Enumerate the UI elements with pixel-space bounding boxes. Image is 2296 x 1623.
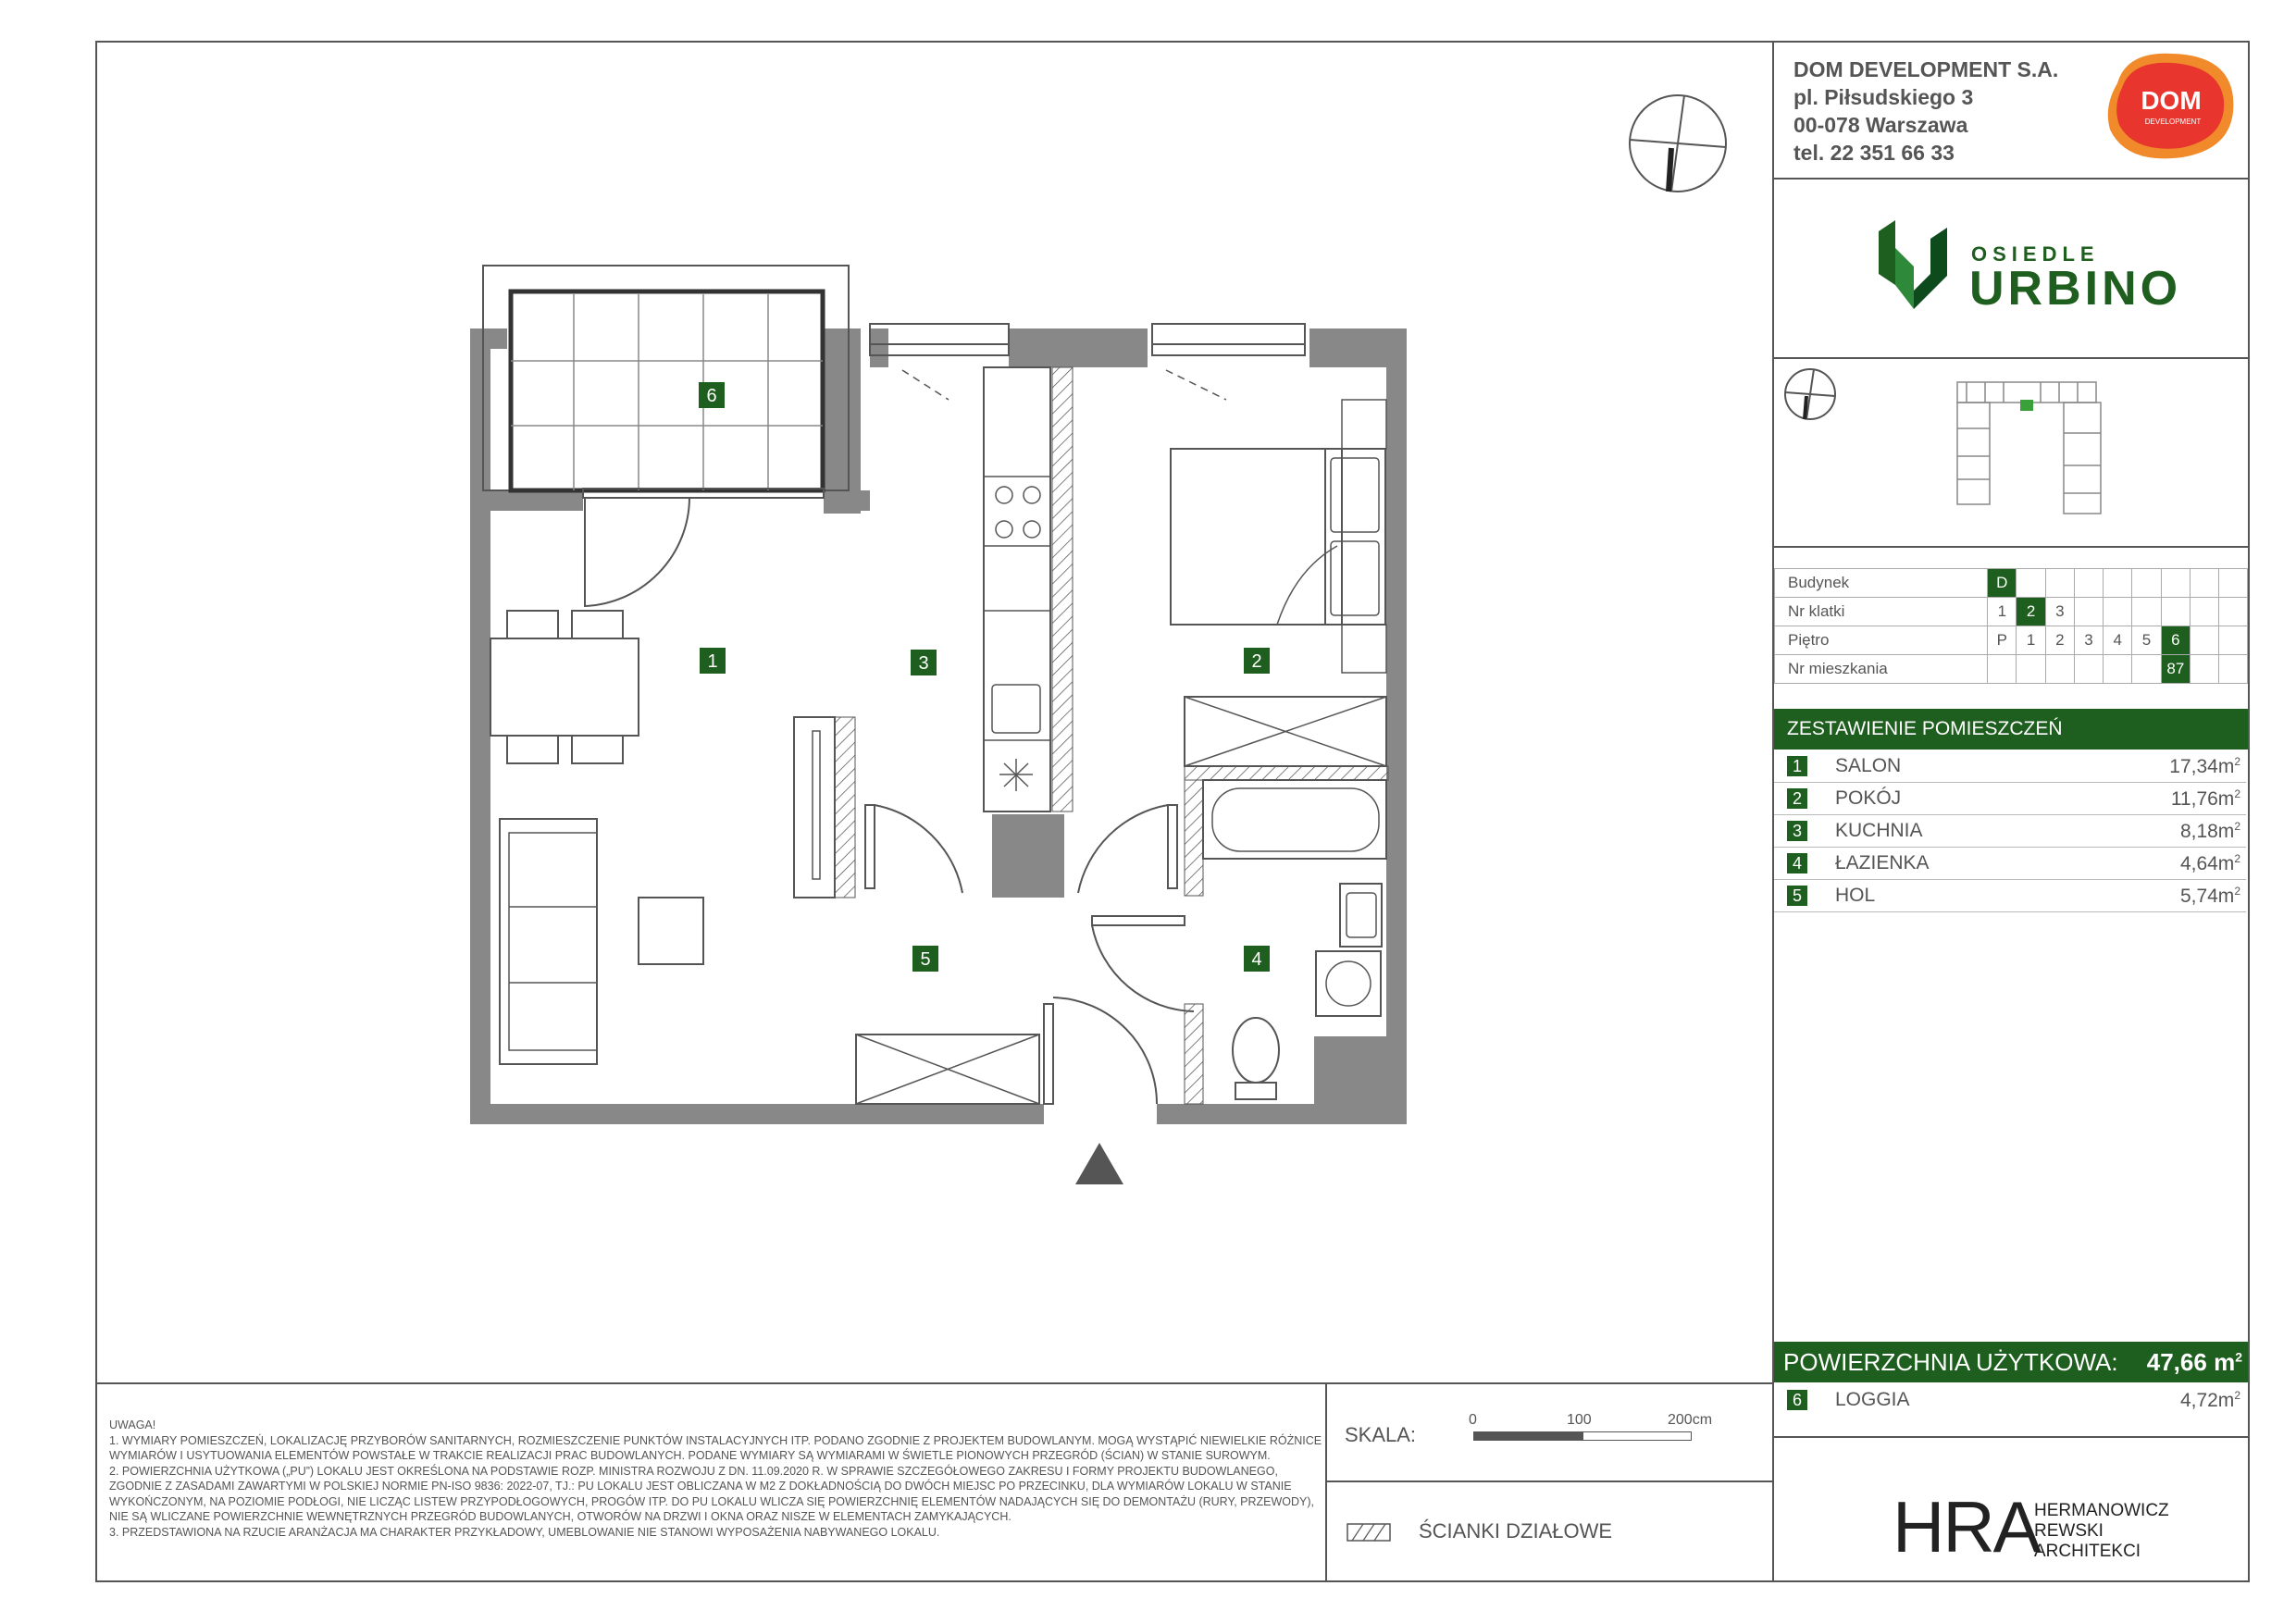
loggia-name: LOGGIA xyxy=(1835,1389,1910,1410)
scale-tick-0: 0 xyxy=(1469,1412,1477,1428)
room-label-3: 3 xyxy=(918,653,929,674)
project-prefix: OSIEDLE xyxy=(1971,242,2100,266)
staircase-2: 2 xyxy=(2017,598,2045,626)
room-row xyxy=(1774,783,2246,815)
total-area-label: POWIERZCHNIA UŻYTKOWA: xyxy=(1783,1347,2118,1376)
project-name: URBINO xyxy=(1969,262,2182,316)
room-label-1: 1 xyxy=(707,651,718,672)
notes-line: WYKOŃCZONYM, NA POZIOMIE PODŁOGI, NIE LICZĄC LISTEW PRZYPODŁOGOWYCH, PROGÓW ITP. DO PU LOKALU WLICZA SIĘ POWIERZCHNIĘ ELEMENTÓW NADAJĄCYCH SIĘ DO DEMONTAŻU (RURY, PRZEWODY), xyxy=(109,1494,1315,1508)
dom-logo-text: DOM xyxy=(2141,86,2202,115)
room-row xyxy=(1774,880,2246,912)
total-area-sup: 2 xyxy=(2235,1348,2242,1364)
room-area: 8,18m xyxy=(2179,820,2235,842)
room-row xyxy=(1774,750,2246,783)
company-phone: tel. 22 351 66 33 xyxy=(1793,141,1955,165)
total-area-unit: m xyxy=(2214,1347,2236,1376)
site-plan-icon xyxy=(1948,378,2105,516)
room-label-6: 6 xyxy=(706,386,717,406)
floor-3: 3 xyxy=(2074,626,2103,655)
floor-6: 6 xyxy=(2161,626,2191,655)
room-num: 1 xyxy=(1787,756,1807,776)
loggia-num: 6 xyxy=(1787,1390,1807,1410)
room-area: 4,64m xyxy=(2179,852,2235,874)
floor-5: 5 xyxy=(2132,626,2161,655)
room-area-sup: 2 xyxy=(2234,787,2240,800)
notes-line: ZGODNIE Z ZASADAMI ZAWARTYMI W POLSKIEJ NORMIE PN-ISO 9836: 2022-07, TJ.: PU LOKALU JEST OBLICZANA W M2 Z DOKŁADNOŚCIĄ DO DWÓCH MIEJSC PO PRZECINKU, DLA WYMIARÓW LOKALU W STANIE xyxy=(109,1480,1292,1493)
company-info xyxy=(1793,56,2058,167)
room-area: 17,34m xyxy=(2169,755,2235,777)
room-area-sup: 2 xyxy=(2234,754,2240,768)
scale-tick-100: 100 xyxy=(1567,1412,1592,1428)
floor-plan xyxy=(463,254,1434,1198)
room-area-sup: 2 xyxy=(2234,851,2240,865)
floor-p: P xyxy=(1988,626,2017,655)
room-area: 5,74m xyxy=(2179,885,2235,907)
room-name: KUCHNIA xyxy=(1835,820,1923,841)
notes-title: UWAGA! xyxy=(109,1419,156,1431)
room-name: SALON xyxy=(1835,755,1902,776)
sidebar-sep xyxy=(1774,546,2248,548)
dom-logo-sub: DEVELOPMENT xyxy=(2144,118,2202,126)
room-row xyxy=(1774,815,2246,848)
notes-line: WYMIARÓW I USYTUOWANIA ELEMENTÓW POWSTAŁE W TRAKCIE REALIZACJI PRAC BUDOWLANYCH. PODANE WYMIARY SĄ WYMIARAMI W ŚWIETLE PIONOWYCH PRZEGRÓD (ŚCIAN) W STANIE SUROWYM. xyxy=(109,1449,1271,1462)
room-label-4: 4 xyxy=(1251,949,1262,970)
room-num: 3 xyxy=(1787,821,1807,841)
notes-line: 1. WYMIARY POMIESZCZEŃ, LOKALIZACJĘ PRZYBORÓW SANITARNYCH, ROZMIESZCZENIE PUNKTÓW INSTALACYJNYCH ITP. PODANO ZGODNIE Z PROJEKTEM BUDOWLANYM. MOGĄ WYSTĄPIĆ NIEWIELKIE RÓŻNICE xyxy=(109,1433,1322,1447)
footer-divider-v xyxy=(1325,1382,1327,1582)
company-name: DOM DEVELOPMENT S.A. xyxy=(1793,57,2059,81)
staircase-3: 3 xyxy=(2045,598,2074,626)
notes xyxy=(109,1418,1322,1540)
sidebar-sep xyxy=(1774,178,2248,180)
room-row xyxy=(1774,848,2246,880)
scale-label: SKALA: xyxy=(1345,1423,1417,1446)
loggia-area-sup: 2 xyxy=(2234,1388,2240,1402)
apartment-info-table xyxy=(1774,568,2248,684)
footer-divider-h xyxy=(1325,1481,1773,1482)
architect-name xyxy=(2034,1501,2169,1562)
architect-line-1: HERMANOWICZ xyxy=(2034,1501,2169,1520)
total-area-bar xyxy=(1774,1342,2248,1382)
legend-label: ŚCIANKI DZIAŁOWE xyxy=(1419,1519,1613,1542)
rooms-header-text: ZESTAWIENIE POMIESZCZEŃ xyxy=(1787,718,2063,739)
room-area: 11,76m xyxy=(2170,787,2235,810)
floor-label: Piętro xyxy=(1775,626,1988,655)
footer-divider xyxy=(95,1382,1774,1384)
compass-icon xyxy=(1627,93,1729,194)
room-label-2: 2 xyxy=(1251,651,1262,672)
notes-line: 3. PRZEDSTAWIONA NA RZUCIE ARANŻACJA MA CHARAKTER PRZYKŁADOWY, UMEBLOWANIE NIE STANOWI WYPOSAŻENIA NABYWANEGO LOKALU. xyxy=(109,1525,940,1539)
sidebar-sep xyxy=(1774,357,2248,359)
sidebar-sep xyxy=(1774,1436,2248,1438)
urbino-logo-mark xyxy=(1879,220,1953,309)
room-num: 2 xyxy=(1787,788,1807,809)
building-label: Budynek xyxy=(1775,569,1988,598)
room-name: POKÓJ xyxy=(1835,787,1902,809)
company-address-city: 00-078 Warszawa xyxy=(1793,113,1968,137)
rooms-header xyxy=(1774,709,2248,750)
notes-line: NIE SĄ WLICZANE POWIERZCHNIE WEWNĘTRZNYCH PRZEGRÓD BUDOWLANYCH, OTWORÓW NA DRZWI I OKNA ORAZ NISZE W ELEMENTACH ZAMYKAJĄCYCH. xyxy=(109,1510,1011,1523)
floor-4: 4 xyxy=(2104,626,2132,655)
scale-tick-200: 200cm xyxy=(1668,1412,1713,1428)
partition-wall-legend-icon xyxy=(1347,1523,1391,1542)
apartment-value: 87 xyxy=(2161,655,2191,684)
room-num: 4 xyxy=(1787,853,1807,873)
architect-line-3: ARCHITEKCI xyxy=(2034,1542,2141,1561)
apartment-label: Nr mieszkania xyxy=(1775,655,1988,684)
architect-logo: HRA xyxy=(1893,1486,2040,1567)
staircase-1: 1 xyxy=(1988,598,2017,626)
room-area-sup: 2 xyxy=(2234,819,2240,833)
floor-1: 1 xyxy=(2017,626,2045,655)
dom-development-logo xyxy=(2099,46,2238,167)
company-address-street: pl. Piłsudskiego 3 xyxy=(1793,85,1974,109)
loggia-row xyxy=(1774,1384,2246,1416)
room-label-5: 5 xyxy=(920,949,931,970)
floor-2: 2 xyxy=(2045,626,2074,655)
staircase-label: Nr klatki xyxy=(1775,598,1988,626)
room-name: ŁAZIENKA xyxy=(1835,852,1930,873)
compass-small-icon xyxy=(1782,366,1838,422)
loggia-area: 4,72m xyxy=(2179,1389,2235,1411)
building-value: D xyxy=(1988,569,2017,598)
room-area-sup: 2 xyxy=(2234,884,2240,898)
notes-line: 2. POWIERZCHNIA UŻYTKOWA („PU”) LOKALU JEST OKREŚLONA NA PODSTAWIE ROZP. MINISTRA ROZWOJU Z DN. 11.09.2020 R. W SPRAWIE SZCZEGÓŁOWEGO ZAKRESU I FORMY PROJEKTU BUDOWLANEGO, xyxy=(109,1464,1278,1478)
scale-bar xyxy=(1473,1431,1692,1441)
architect-line-2: REWSKI xyxy=(2034,1521,2104,1541)
room-name: HOL xyxy=(1835,885,1876,906)
room-num: 5 xyxy=(1787,886,1807,906)
total-area-value: 47,66 xyxy=(2146,1347,2207,1376)
